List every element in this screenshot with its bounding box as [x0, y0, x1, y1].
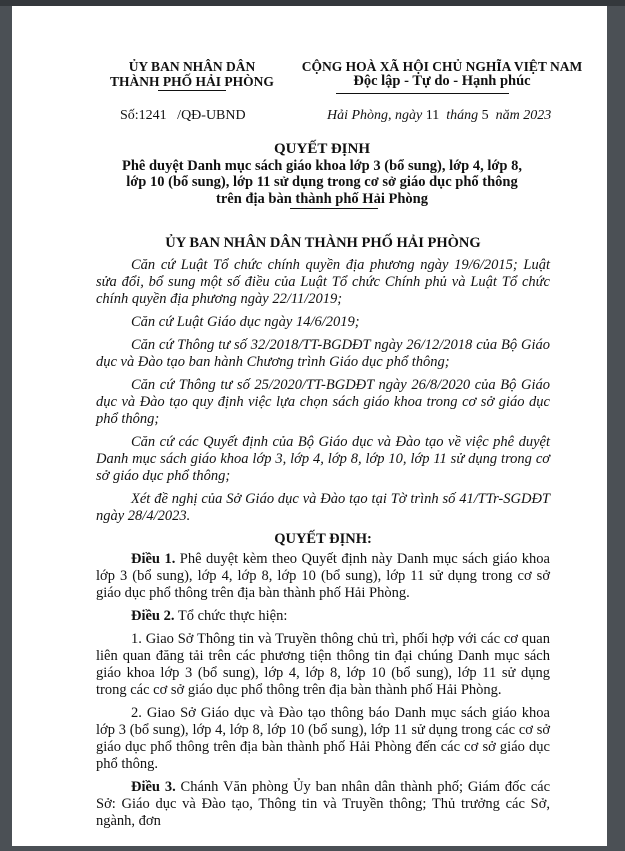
national-motto: Độc lập - Tự do - Hạnh phúc	[353, 73, 531, 89]
article-2	[96, 608, 550, 625]
divider	[158, 90, 226, 91]
date-day: 11	[425, 108, 440, 123]
article-label: Điều 2.	[131, 608, 175, 624]
preamble-paragraph: Căn cứ các Quyết định của Bộ Giáo dục và Đào tạo về việc phê duyệt Danh mục sách giáo khoa lớp 3, lớp 4, lớp 8, lớp 10, lớp 11 sử dụng trong cơ sở giáo dục phổ thông;	[96, 434, 550, 484]
date-prefix: Hải Phòng, ngày	[327, 108, 423, 123]
article-2-item: 2. Giao Sở Giáo dục và Đào tạo thông báo Danh mục sách giáo khoa lớp 3 (bổ sung), lớp 4, lớp 8, lớp 10 (bổ sung), lớp 11 sử dụng trong các cơ sở giáo dục phổ thông trên địa bàn thành phố Hải Phòng đến các cơ sở giáo dục phổ thông.	[96, 705, 550, 772]
article-label: Điều 1.	[131, 551, 176, 567]
title-line: trên địa bàn thành phố Hải Phòng	[216, 190, 428, 207]
article-text: Phê duyệt kèm theo Quyết định này Danh mục sách giáo khoa lớp 3 (bổ sung), lớp 4, lớp 8, lớp 10 (bổ sung), lớp 11 sử dụng trong cơ sở giáo dục phổ thông trên địa bàn thành phố Hải Phòng.	[96, 551, 550, 601]
preamble-paragraph: Căn cứ Luật Tổ chức chính quyền địa phương ngày 19/6/2015; Luật sửa đổi, bổ sung một số điều của Luật Tổ chức Chính phủ và Luật Tổ chức chính quyền địa phương ngày 22/11/2019;	[96, 257, 550, 307]
title-line: lớp 10 (bổ sung), lớp 11 sử dụng trong cơ sở giáo dục phổ thông	[126, 174, 518, 190]
issuer-line2: THÀNH PHỐ HẢI PHÒNG	[110, 74, 274, 89]
preamble-paragraph: Căn cứ Luật Giáo dục ngày 14/6/2019;	[131, 314, 360, 330]
preamble-paragraph: Căn cứ Thông tư số 32/2018/TT-BGDĐT ngày 26/12/2018 của Bộ Giáo dục và Đào tạo ban hành Chương trình Giáo dục phổ thông;	[96, 337, 550, 370]
date-month: 5	[481, 108, 489, 123]
article-label: Điều 3.	[131, 779, 176, 795]
title-line: Phê duyệt Danh mục sách giáo khoa lớp 3 (bổ sung), lớp 4, lớp 8,	[122, 157, 522, 174]
date-year: năm 2023	[495, 108, 552, 123]
document-page	[12, 6, 607, 846]
date-month-label: tháng	[446, 108, 479, 123]
document-number: Số:1241 /QĐ-UBND	[120, 108, 246, 123]
article-3	[96, 779, 550, 830]
issuer-line1: ỦY BAN NHÂN DÂN	[128, 59, 256, 74]
document-date	[327, 108, 551, 124]
article-text: Tổ chức thực hiện:	[174, 608, 288, 624]
issuer-header	[92, 59, 292, 89]
decision-heading: QUYẾT ĐỊNH:	[274, 531, 372, 547]
title-heading: QUYẾT ĐỊNH	[274, 141, 370, 157]
preamble-paragraph: Xét đề nghị của Sở Giáo dục và Đào tạo tại Tờ trình số 41/TTr-SGDĐT ngày 28/4/2023.	[96, 491, 550, 524]
authority-heading: ỦY BAN NHÂN DÂN THÀNH PHỐ HẢI PHÒNG	[165, 235, 481, 251]
divider	[336, 93, 509, 94]
document-body	[96, 235, 550, 836]
article-1	[96, 551, 550, 602]
document-title	[92, 141, 552, 207]
divider	[290, 208, 378, 209]
national-title: CỘNG HOÀ XÃ HỘI CHỦ NGHĨA VIỆT NAM	[301, 59, 583, 74]
national-header	[282, 59, 602, 89]
article-2-item: 1. Giao Sở Thông tin và Truyền thông chủ trì, phối hợp với các cơ quan liên quan đăng tải trên các phương tiện thông tin đại chúng Danh mục sách giáo khoa lớp 3 (bổ sung), lớp 4, lớp 8, lớp 10 (bổ sung), lớp 11 sử dụng trong các cơ sở giáo dục phổ thông trên địa bàn thành phố Hải Phòng.	[96, 631, 550, 698]
preamble-paragraph: Căn cứ Thông tư số 25/2020/TT-BGDĐT ngày 26/8/2020 của Bộ Giáo dục và Đào tạo quy định việc lựa chọn sách giáo khoa trong cơ sở giáo dục phổ thông;	[96, 377, 550, 427]
article-text: Chánh Văn phòng Ủy ban nhân dân thành phố; Giám đốc các Sở: Giáo dục và Đào tạo, Thông tin và Truyền thông; Thủ trưởng các Sở, ngành, đơn	[96, 779, 551, 829]
